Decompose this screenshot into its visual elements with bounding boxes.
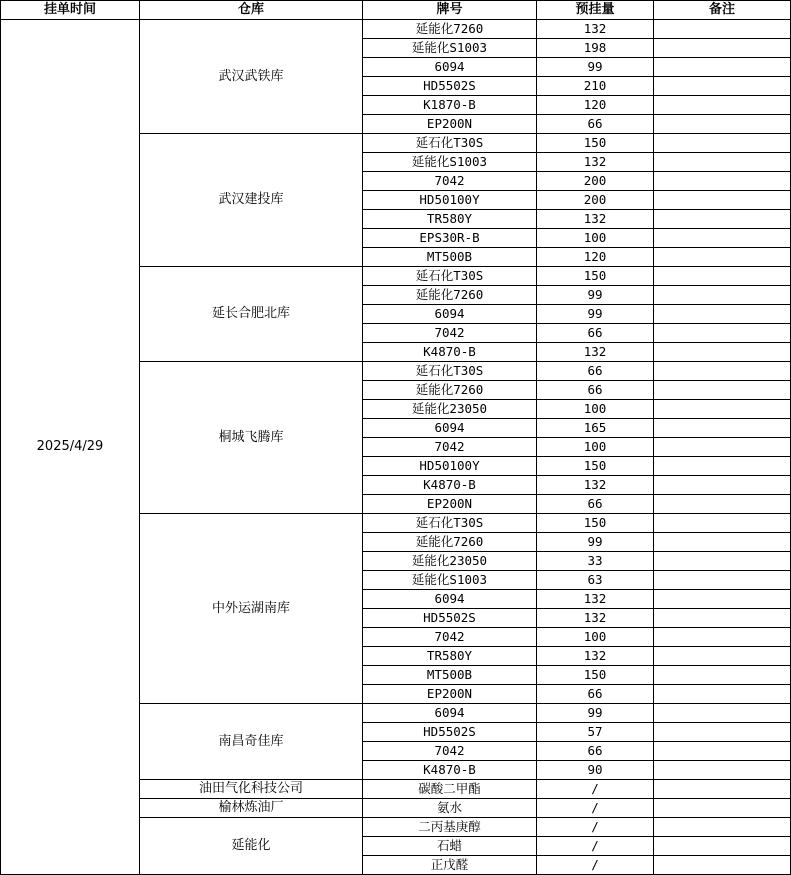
grade-cell: 6094 <box>363 419 537 438</box>
quantity-cell: 66 <box>537 324 654 343</box>
quantity-cell: 100 <box>537 438 654 457</box>
quantity-cell: 57 <box>537 723 654 742</box>
warehouse-cell: 榆林炼油厂 <box>140 799 363 818</box>
grade-cell: K4870-B <box>363 476 537 495</box>
grade-cell: EP200N <box>363 115 537 134</box>
quantity-cell: 90 <box>537 761 654 780</box>
grade-cell: HD5502S <box>363 609 537 628</box>
quantity-cell: 66 <box>537 742 654 761</box>
quantity-cell: 210 <box>537 77 654 96</box>
grade-cell: 碳酸二甲酯 <box>363 780 537 799</box>
quantity-cell: 132 <box>537 590 654 609</box>
remark-cell <box>654 248 791 267</box>
quantity-cell: 132 <box>537 609 654 628</box>
quantity-cell: 33 <box>537 552 654 571</box>
grade-cell: 6094 <box>363 305 537 324</box>
quantity-cell: 150 <box>537 457 654 476</box>
grade-cell: 延能化23050 <box>363 552 537 571</box>
quantity-cell: / <box>537 818 654 837</box>
quantity-cell: 99 <box>537 58 654 77</box>
grade-cell: K4870-B <box>363 761 537 780</box>
remark-cell <box>654 761 791 780</box>
remark-cell <box>654 96 791 115</box>
grade-cell: HD5502S <box>363 723 537 742</box>
remark-cell <box>654 685 791 704</box>
quantity-cell: 100 <box>537 400 654 419</box>
grade-cell: 延能化23050 <box>363 400 537 419</box>
remark-cell <box>654 229 791 248</box>
quantity-cell: 132 <box>537 476 654 495</box>
quantity-cell: 66 <box>537 685 654 704</box>
quantity-cell: 99 <box>537 305 654 324</box>
header-remark: 备注 <box>654 1 791 20</box>
quantity-cell: 132 <box>537 343 654 362</box>
grade-cell: HD50100Y <box>363 457 537 476</box>
quantity-cell: 66 <box>537 115 654 134</box>
grade-cell: 7042 <box>363 438 537 457</box>
quantity-cell: 150 <box>537 134 654 153</box>
table-body <box>1 20 791 875</box>
grade-cell: 石蜡 <box>363 837 537 856</box>
remark-cell <box>654 115 791 134</box>
remark-cell <box>654 666 791 685</box>
grade-cell: 延能化S1003 <box>363 153 537 172</box>
quantity-cell: 63 <box>537 571 654 590</box>
grade-cell: 7042 <box>363 742 537 761</box>
remark-cell <box>654 191 791 210</box>
quantity-cell: / <box>537 799 654 818</box>
grade-cell: 延能化S1003 <box>363 39 537 58</box>
quantity-cell: 132 <box>537 20 654 39</box>
remark-cell <box>654 286 791 305</box>
remark-cell <box>654 533 791 552</box>
header-warehouse: 仓库 <box>140 1 363 20</box>
remark-cell <box>654 647 791 666</box>
quantity-cell: / <box>537 856 654 875</box>
warehouse-cell: 中外运湖南库 <box>140 514 363 704</box>
quantity-cell: 99 <box>537 704 654 723</box>
grade-cell: TR580Y <box>363 647 537 666</box>
grade-cell: 延能化7260 <box>363 286 537 305</box>
quantity-cell: 99 <box>537 286 654 305</box>
remark-cell <box>654 343 791 362</box>
remark-cell <box>654 799 791 818</box>
quantity-cell: 150 <box>537 666 654 685</box>
remark-cell <box>654 476 791 495</box>
remark-cell <box>654 381 791 400</box>
grade-cell: 7042 <box>363 324 537 343</box>
grade-cell: 延石化T30S <box>363 267 537 286</box>
remark-cell <box>654 324 791 343</box>
grade-cell: HD5502S <box>363 77 537 96</box>
grade-cell: K1870-B <box>363 96 537 115</box>
warehouse-cell: 延能化 <box>140 818 363 875</box>
remark-cell <box>654 210 791 229</box>
remark-cell <box>654 39 791 58</box>
remark-cell <box>654 590 791 609</box>
remark-cell <box>654 609 791 628</box>
remark-cell <box>654 153 791 172</box>
remark-cell <box>654 134 791 153</box>
grade-cell: 正戊醛 <box>363 856 537 875</box>
remark-cell <box>654 495 791 514</box>
warehouse-cell: 桐城飞腾库 <box>140 362 363 514</box>
remark-cell <box>654 552 791 571</box>
remark-cell <box>654 571 791 590</box>
remark-cell <box>654 723 791 742</box>
grade-cell: TR580Y <box>363 210 537 229</box>
warehouse-cell: 武汉建投库 <box>140 134 363 267</box>
remark-cell <box>654 780 791 799</box>
grade-cell: 延能化7260 <box>363 20 537 39</box>
quantity-cell: 150 <box>537 267 654 286</box>
grade-cell: 延石化T30S <box>363 134 537 153</box>
grade-cell: K4870-B <box>363 343 537 362</box>
remark-cell <box>654 628 791 647</box>
quantity-cell: 132 <box>537 647 654 666</box>
grade-cell: 6094 <box>363 590 537 609</box>
remark-cell <box>654 77 791 96</box>
quantity-cell: 132 <box>537 210 654 229</box>
quantity-cell: 200 <box>537 172 654 191</box>
grade-cell: 7042 <box>363 628 537 647</box>
header-grade: 牌号 <box>363 1 537 20</box>
grade-cell: EPS30R-B <box>363 229 537 248</box>
remark-cell <box>654 837 791 856</box>
grade-cell: EP200N <box>363 495 537 514</box>
grade-cell: 延石化T30S <box>363 514 537 533</box>
quantity-cell: 100 <box>537 628 654 647</box>
grade-cell: 6094 <box>363 704 537 723</box>
warehouse-cell: 油田气化科技公司 <box>140 780 363 799</box>
remark-cell <box>654 457 791 476</box>
remark-cell <box>654 742 791 761</box>
grade-cell: 6094 <box>363 58 537 77</box>
quantity-cell: 100 <box>537 229 654 248</box>
warehouse-cell: 武汉武铁库 <box>140 20 363 134</box>
remark-cell <box>654 419 791 438</box>
quantity-cell: 66 <box>537 381 654 400</box>
quantity-cell: 132 <box>537 153 654 172</box>
quantity-cell: 150 <box>537 514 654 533</box>
quantity-cell: / <box>537 780 654 799</box>
grade-cell: 延能化7260 <box>363 381 537 400</box>
header-quantity: 预挂量 <box>537 1 654 20</box>
quantity-cell: 120 <box>537 96 654 115</box>
grade-cell: 7042 <box>363 172 537 191</box>
grade-cell: MT500B <box>363 248 537 267</box>
warehouse-cell: 南昌奇佳库 <box>140 704 363 780</box>
remark-cell <box>654 362 791 381</box>
grade-cell: 二丙基庚醇 <box>363 818 537 837</box>
remark-cell <box>654 20 791 39</box>
quantity-cell: 198 <box>537 39 654 58</box>
remark-cell <box>654 818 791 837</box>
table-row <box>1 20 791 39</box>
grade-cell: EP200N <box>363 685 537 704</box>
remark-cell <box>654 856 791 875</box>
quantity-cell: 200 <box>537 191 654 210</box>
grade-cell: 氨水 <box>363 799 537 818</box>
header-date: 挂单时间 <box>1 1 140 20</box>
quantity-cell: 120 <box>537 248 654 267</box>
grade-cell: MT500B <box>363 666 537 685</box>
remark-cell <box>654 172 791 191</box>
listing-date-cell: 2025/4/29 <box>1 20 140 875</box>
remark-cell <box>654 438 791 457</box>
remark-cell <box>654 514 791 533</box>
remark-cell <box>654 400 791 419</box>
remark-cell <box>654 704 791 723</box>
remark-cell <box>654 58 791 77</box>
header-row <box>1 1 791 20</box>
remark-cell <box>654 305 791 324</box>
warehouse-cell: 延长合肥北库 <box>140 267 363 362</box>
quantity-cell: / <box>537 837 654 856</box>
quantity-cell: 66 <box>537 495 654 514</box>
quantity-cell: 99 <box>537 533 654 552</box>
grade-cell: 延能化S1003 <box>363 571 537 590</box>
grade-cell: 延能化7260 <box>363 533 537 552</box>
grade-cell: 延石化T30S <box>363 362 537 381</box>
quantity-cell: 165 <box>537 419 654 438</box>
grade-cell: HD50100Y <box>363 191 537 210</box>
quantity-cell: 66 <box>537 362 654 381</box>
remark-cell <box>654 267 791 286</box>
